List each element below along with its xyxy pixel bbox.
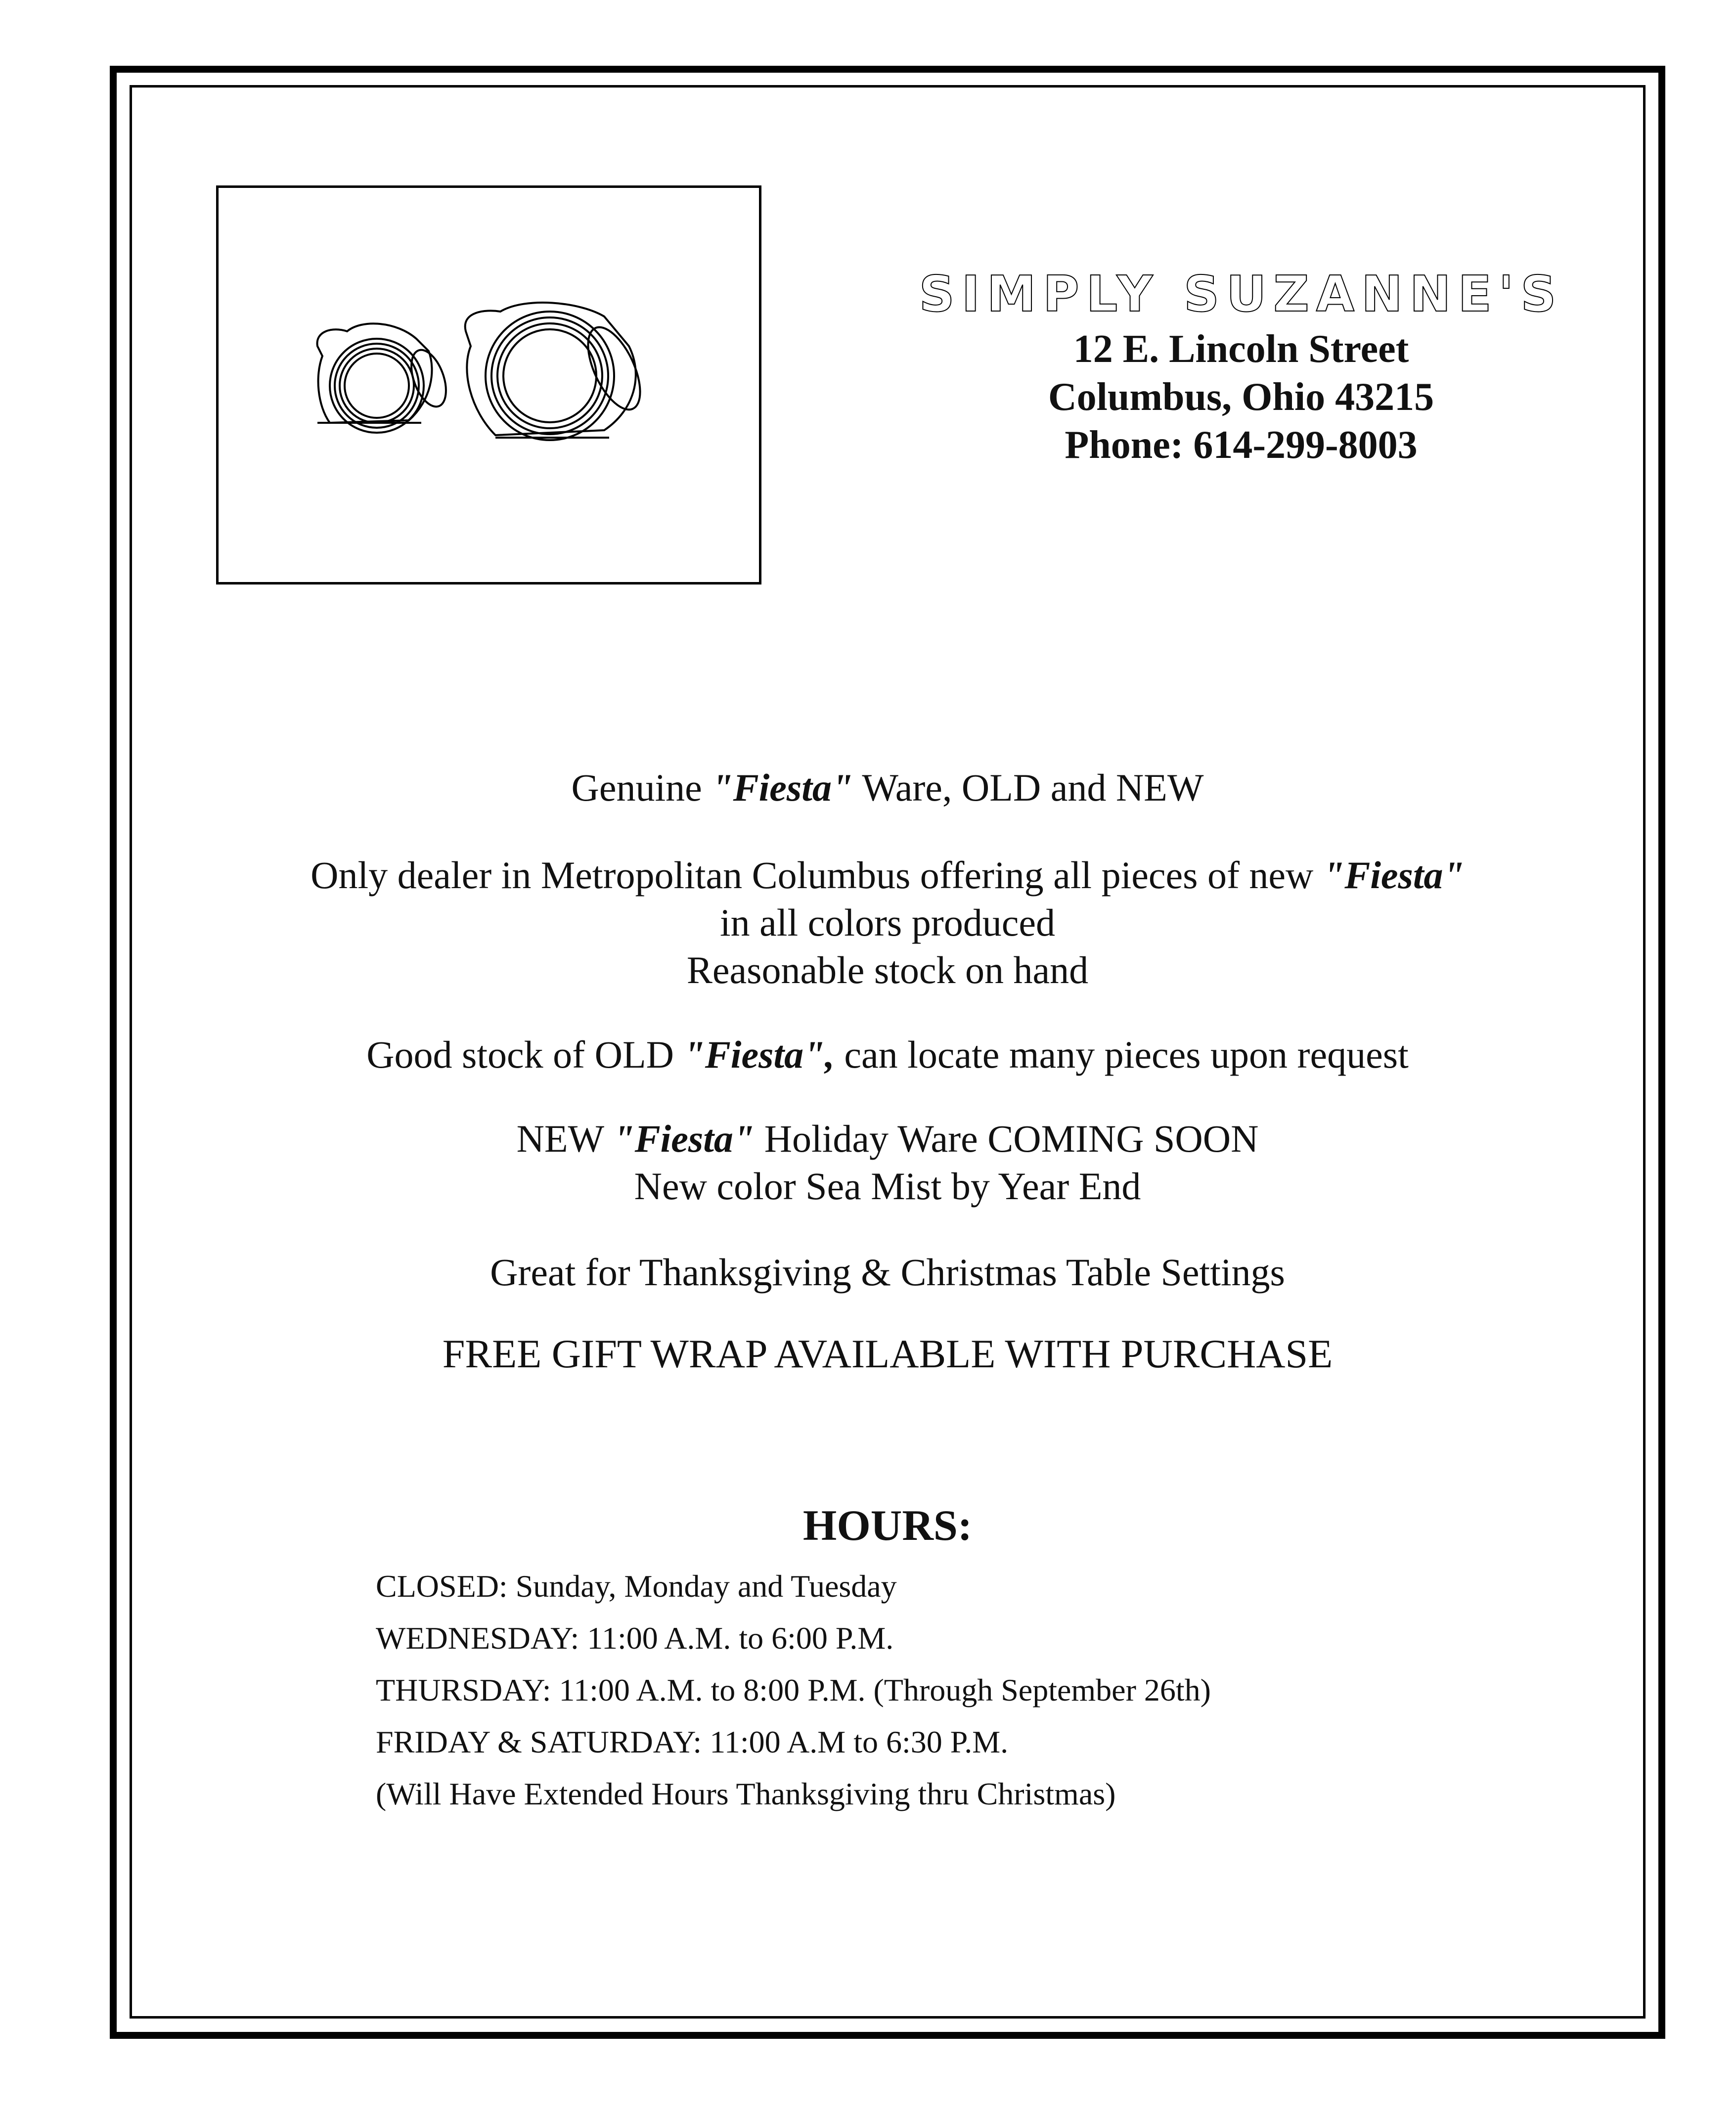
store-address: 12 E. Lincoln Street [1073, 327, 1409, 371]
hours-wednesday: WEDNESDAY: 11:00 A.M. to 6:00 P.M. [376, 1620, 894, 1656]
hours-title: HOURS: [802, 1502, 973, 1550]
paragraph-genuine: Genuine "Fiesta" Ware, OLD and NEW [571, 766, 1204, 809]
store-name: SIMPLY SUZANNE'S [919, 265, 1563, 323]
fiesta-brand: "Fiesta" [712, 766, 853, 809]
store-city: Columbus, Ohio 43215 [1048, 375, 1434, 419]
hours-thursday: THURSDAY: 11:00 A.M. to 8:00 P.M. (Through September 26th) [376, 1672, 1211, 1708]
logo-box [216, 185, 761, 584]
fiesta-pitchers-icon [303, 297, 678, 475]
hours-list [376, 1560, 1211, 1820]
paragraph-gift-wrap: FREE GIFT WRAP AVAILABLE WITH PURCHASE [442, 1331, 1333, 1376]
paragraph-holiday-ware: NEW "Fiesta" Holiday Ware COMING SOON New color Sea Mist by Year End [516, 1117, 1259, 1208]
store-phone: Phone: 614-299-8003 [1065, 423, 1418, 467]
fiesta-brand: "Fiesta", [683, 1033, 835, 1076]
paragraph-table-settings: Great for Thanksgiving & Christmas Table Settings [490, 1251, 1285, 1294]
fiesta-brand: "Fiesta" [613, 1117, 755, 1160]
paragraph-old-stock: Good stock of OLD "Fiesta", can locate many pieces upon request [366, 1033, 1409, 1076]
fiesta-brand: "Fiesta" [1323, 854, 1465, 897]
hours-closed: CLOSED: Sunday, Monday and Tuesday [376, 1569, 897, 1604]
hours-extended-note: (Will Have Extended Hours Thanksgiving thru Christmas) [376, 1776, 1116, 1811]
hours-friday-saturday: FRIDAY & SATURDAY: 11:00 A.M to 6:30 P.M. [376, 1724, 1009, 1759]
paragraph-only-dealer: Only dealer in Metropolitan Columbus offering all pieces of new "Fiesta" in all colors produced Reasonable stock on hand [311, 854, 1465, 991]
store-info [870, 267, 1612, 469]
